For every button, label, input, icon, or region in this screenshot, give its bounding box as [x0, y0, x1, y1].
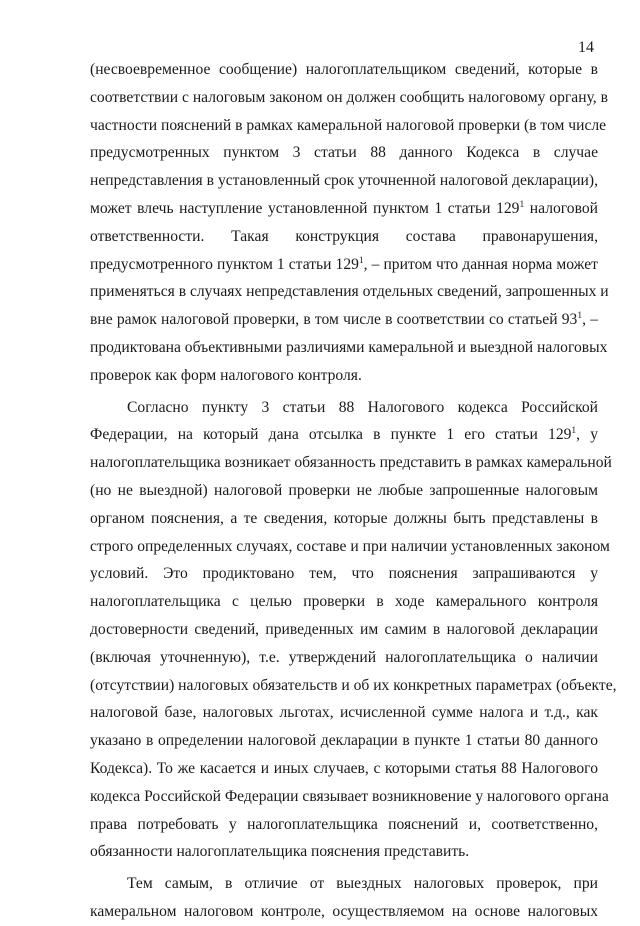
text-line	[90, 56, 598, 84]
text-segment: ответственности. Такая конструкция состава правонарушения,	[90, 227, 598, 245]
superscript: 1	[358, 255, 364, 266]
text-segment: Федерации, на который дана отсылка в пункте 1 его статьи 129	[90, 426, 572, 444]
text-segment: продиктована объективными различиями камеральной и выездной налоговых	[90, 338, 608, 356]
text-segment: проверок как форм налогового контроля.	[90, 366, 362, 384]
text-segment: кодекса Российской Федерации связывает возникновение у налогового органа	[90, 787, 609, 805]
text-line	[90, 139, 598, 167]
text-segment: органом пояснения, а те сведения, которые должны быть представлены в	[90, 509, 598, 527]
text-line	[90, 167, 598, 195]
text-segment: (но не выездной) налоговой проверки не любые запрошенные налоговым	[90, 481, 598, 499]
text-line	[90, 699, 598, 727]
text-line	[90, 278, 609, 306]
text-line	[90, 449, 612, 477]
text-segment: камеральном налоговом контроле, осуществляемом на основе налоговых	[90, 902, 598, 920]
paragraph	[90, 394, 617, 867]
text-segment: (включая уточненную), т.е. утверждений налогоплательщика о наличии	[90, 648, 598, 666]
text-segment: применяться в случаях непредставления отдельных сведений, запрошенных и	[90, 283, 609, 301]
paragraph	[90, 870, 598, 926]
text-segment: налоговой базе, налоговых льготах, исчисленной сумме налога и т.д., как	[90, 704, 598, 722]
text-line	[90, 421, 598, 449]
text-segment: вне рамок налоговой проверки, в том числе в соответствии со статьей 93	[90, 311, 578, 329]
text-line	[90, 783, 609, 811]
text-line	[90, 533, 610, 561]
text-line	[90, 112, 607, 140]
text-line	[90, 838, 598, 866]
text-line	[90, 588, 598, 616]
text-line	[90, 306, 598, 334]
text-segment: условий. Это продиктовано тем, что пояснения запрашиваются у	[90, 565, 598, 583]
document-body	[90, 56, 617, 926]
text-line	[90, 477, 598, 505]
text-segment: Согласно пункту 3 статьи 88 Налогового кодекса Российской	[127, 398, 598, 416]
text-segment: (отсутствии) налоговых обязательств и об их конкретных параметрах (объекте,	[90, 676, 617, 694]
superscript: 1	[571, 426, 577, 437]
text-segment: , –	[582, 311, 598, 329]
text-line	[90, 195, 598, 223]
text-segment: налоговой	[524, 199, 598, 217]
text-line	[90, 811, 598, 839]
text-line	[90, 251, 598, 279]
text-segment: может влечь наступление установленной пунктом 1 статьи 129	[90, 199, 520, 217]
text-segment: налогоплательщика с целью проверки в ходе камерального контроля	[90, 593, 598, 611]
text-segment: соответствии с налоговым законом он должен сообщить налоговому органу, в	[90, 88, 608, 106]
text-line	[90, 394, 598, 422]
text-line	[90, 616, 598, 644]
text-line	[90, 644, 598, 672]
text-segment: (несвоевременное сообщение) налогоплательщиком сведений, которые в	[90, 61, 598, 78]
text-segment: указано в определении налоговой декларации в пункте 1 статьи 80 данного	[90, 732, 598, 750]
text-segment: права потребовать у налогоплательщика пояснений и, соответственно,	[90, 815, 598, 833]
text-line	[90, 672, 617, 700]
text-segment: Кодекса). То же касается и иных случаев, с которыми статья 88 Налогового	[90, 759, 598, 777]
text-segment: , – притом что данная норма может	[363, 255, 598, 273]
text-segment: предусмотренных пунктом 3 статьи 88 данного Кодекса в случае	[90, 144, 598, 162]
text-segment: Тем самым, в отличие от выездных налоговых проверок, при	[127, 875, 598, 893]
text-line	[90, 334, 608, 362]
superscript: 1	[519, 199, 525, 210]
text-line	[90, 505, 598, 533]
text-segment: непредставления в установленный срок уточненной налоговой декларации),	[90, 172, 598, 190]
page-number: 14	[578, 39, 594, 56]
paragraph	[90, 56, 609, 390]
text-line	[90, 898, 598, 926]
text-segment: налогоплательщика возникает обязанность представить в рамках камеральной	[90, 454, 612, 472]
text-segment: , у	[576, 426, 599, 444]
text-line	[90, 560, 598, 588]
text-segment: предусмотренного пунктом 1 статьи 129	[90, 255, 359, 273]
text-line	[90, 84, 608, 112]
text-line	[90, 755, 598, 783]
text-segment: частности пояснений в рамках камеральной налоговой проверки (в том числе	[90, 116, 607, 134]
text-segment: строго определенных случаях, составе и при наличии установленных законом	[90, 537, 610, 555]
text-line	[90, 727, 598, 755]
text-line	[90, 223, 598, 251]
text-line	[90, 362, 598, 390]
text-line	[90, 870, 598, 898]
superscript: 1	[577, 311, 583, 322]
text-segment: обязанности налогоплательщика пояснения представить.	[90, 843, 470, 861]
text-segment: достоверности сведений, приведенных им самим в налоговой декларации	[90, 620, 598, 638]
